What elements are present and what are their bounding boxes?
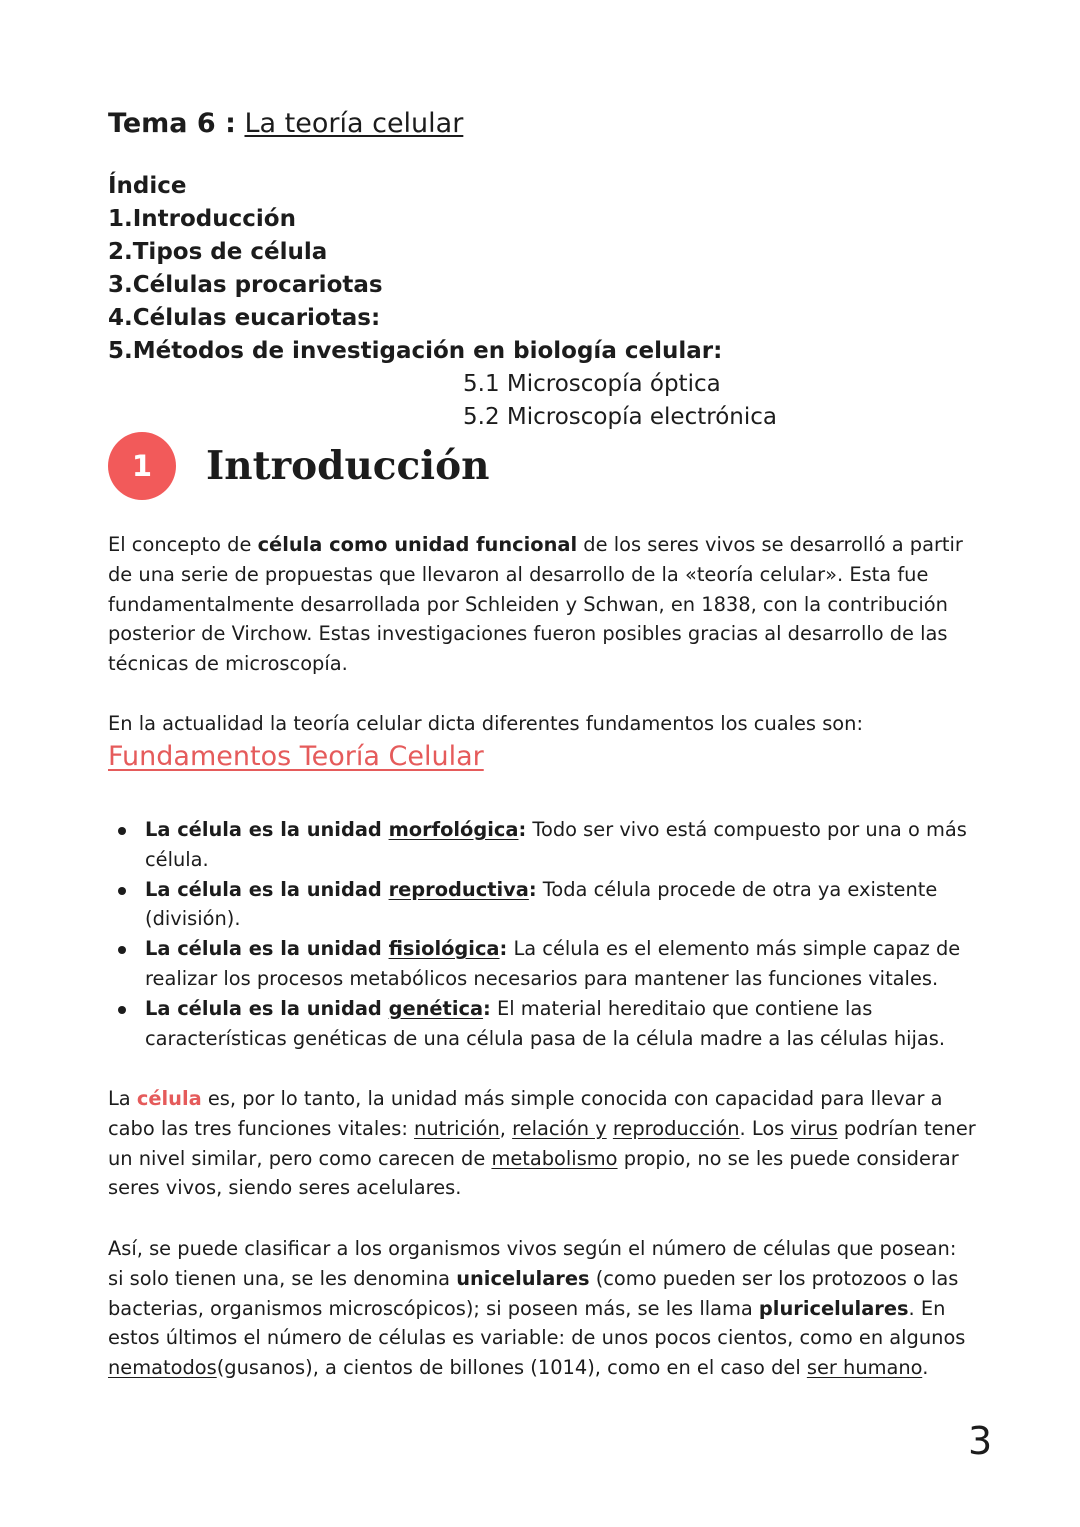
text-run: : bbox=[528, 877, 537, 901]
highlight-term: célula bbox=[136, 1087, 202, 1110]
text-run: La célula es el elemento más simple capaz de realizar los procesos metabólicos necesarios para mantener las funciones vitales. bbox=[145, 937, 961, 990]
text-run: , bbox=[499, 1116, 513, 1140]
bold-term: unicelulares bbox=[456, 1266, 590, 1290]
bold-term: pluricelulares bbox=[758, 1296, 909, 1320]
text-run: Toda célula procede de otra ya existente (división). bbox=[145, 877, 938, 931]
section-number-badge: 1 bbox=[108, 432, 176, 500]
section-title: Introducción bbox=[206, 443, 490, 489]
underlined-term: nutrición bbox=[414, 1116, 500, 1140]
key-term: fisiológica bbox=[388, 937, 500, 961]
section-heading bbox=[108, 432, 708, 502]
index-item: 2.Tipos de célula bbox=[108, 239, 328, 265]
index-item: 5.Métodos de investigación en biología celular: bbox=[108, 338, 723, 364]
table-of-contents bbox=[108, 170, 777, 430]
text-run: La célula es la unidad bbox=[145, 818, 389, 841]
index-subitem: 5.2 Microscopía electrónica bbox=[463, 404, 777, 430]
underlined-term: relación y bbox=[512, 1116, 607, 1140]
index-item: 4.Células eucariotas: bbox=[108, 305, 381, 331]
principles-link[interactable]: Fundamentos Teoría Celular bbox=[108, 741, 484, 772]
text-run: : bbox=[499, 937, 508, 961]
page-title bbox=[108, 104, 463, 144]
cell-paragraph bbox=[108, 1084, 978, 1203]
text-run: propio, no se les puede considerar seres vivos, siendo seres acelulares. bbox=[108, 1146, 959, 1200]
key-term: morfológica bbox=[388, 818, 519, 841]
text-run: podrían tener un nivel similar, pero como carecen de bbox=[108, 1116, 976, 1170]
intro-paragraph bbox=[108, 530, 978, 679]
bold-term: célula como unidad funcional bbox=[257, 533, 578, 556]
text-run: : bbox=[483, 996, 491, 1020]
organisms-paragraph bbox=[108, 1234, 978, 1383]
list-item bbox=[145, 994, 985, 1054]
text-run: . Los bbox=[739, 1116, 791, 1140]
underlined-term: nematodos bbox=[108, 1356, 217, 1380]
list-item bbox=[145, 815, 985, 875]
text-run: Todo ser vivo está compuesto por una o más célula. bbox=[145, 818, 967, 871]
underlined-term: metabolismo bbox=[491, 1146, 618, 1170]
key-term: genética bbox=[388, 996, 484, 1020]
list-item bbox=[145, 934, 985, 994]
key-term: reproductiva bbox=[388, 877, 529, 901]
index-item: 3.Células procariotas bbox=[108, 272, 383, 298]
text-run: Así, se puede clasificar a los organismos vivos según el número de células que posean: si solo tienen una, se les denomina bbox=[108, 1237, 957, 1290]
text-run: El concepto de bbox=[108, 533, 258, 556]
text-run: La célula es la unidad bbox=[145, 937, 389, 961]
text-run: La bbox=[108, 1087, 137, 1110]
index-subitem: 5.1 Microscopía óptica bbox=[463, 371, 721, 397]
underlined-term: virus bbox=[790, 1116, 838, 1140]
page-number: 3 bbox=[968, 1419, 993, 1463]
title-name: La teoría celular bbox=[244, 108, 464, 139]
text-run: La célula es la unidad bbox=[145, 996, 389, 1020]
text-run: (como pueden ser los protozoos o las bacterias, organismos microscópicos); si poseen más, se les llama bbox=[108, 1266, 959, 1320]
list-item bbox=[145, 875, 985, 935]
underlined-term: ser humano bbox=[806, 1356, 923, 1380]
principles-list bbox=[145, 815, 985, 1053]
text-run: : bbox=[518, 818, 527, 841]
text-run: de los seres vivos se desarrolló a partir de una serie de propuestas que llevaron al desarrollo de la «teoría celular». Esta fue fundamentalmente desarrollada por Schleiden y Schwan, en 1838, con la contribución posterior de Virchow. Estas investigaciones fueron posibles gracias al desarrollo de las técnicas de microscopía. bbox=[108, 533, 963, 676]
text-run: es, por lo tanto, la unidad más simple conocida con capacidad para llevar a cabo las tres funciones vitales: bbox=[108, 1087, 943, 1140]
index-item: 1.Introducción bbox=[108, 206, 296, 232]
text-run: (gusanos), a cientos de billones (1014), como en el caso del bbox=[216, 1356, 807, 1380]
index-heading: Índice bbox=[108, 173, 187, 199]
underlined-term: reproducción bbox=[612, 1116, 740, 1140]
text-run: . bbox=[922, 1356, 929, 1380]
text-run: La célula es la unidad bbox=[145, 877, 389, 901]
text-run: El material hereditaio que contiene las características genéticas de una célula pasa de la célula madre a las células hijas. bbox=[145, 996, 946, 1050]
principles-intro: En la actualidad la teoría celular dicta diferentes fundamentos los cuales son: bbox=[108, 712, 863, 735]
text-run: . En estos últimos el número de células es variable: de unos pocos cientos, como en algunos bbox=[108, 1296, 966, 1350]
title-prefix: Tema 6 : bbox=[108, 108, 236, 139]
